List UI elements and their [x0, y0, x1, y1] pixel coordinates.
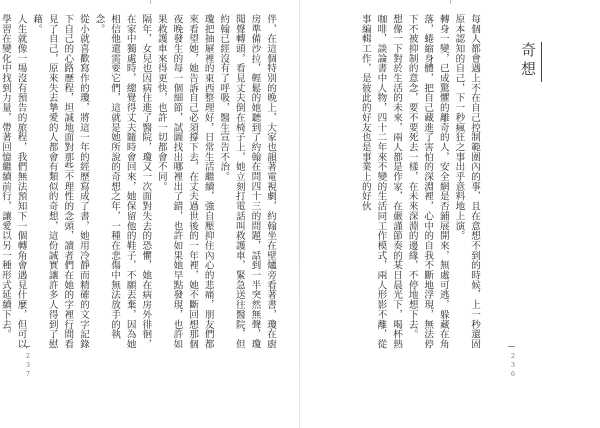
paragraph: 瓊把抽屜裡的東西整理好，日常生活繼續，強自壓抑住內心的悲痛，朋友們都來看望她，她告訴自己必須撐下去，在丈夫過世後的一年裡，她不斷回想那個夜晚發生的每一個細節，試圖找出哪裡出了錯，也許如果她早點發現，也許如果救護車來得更快，也許一切都會不同。 — [155, 14, 214, 349]
crop-mark — [450, 0, 451, 4]
paragraph: 伴，在這個特別的晚上，大家也韻著電視劇，約翰坐在壁爐旁看著書，瓊在廚房準備沙拉，輕鬆的她聽到了約翰在問四十三的問題，話到一半突然無聲，瓊聞聲轉頭，看見丈夫倒在椅子上，她立刻打電話叫救護車，緊急送往醫院，但約翰已經沒有了呼吸，醫生宣告不治。 — [218, 14, 276, 349]
paragraph: 人生就像一場沒有預告的旅程，我們無法預知下一個轉角會遇見什麼，但可以學習在變化中找到力量，帶著回憶繼續前行，讓愛以另一種形式延續下去。 — [0, 14, 27, 349]
paragraph: 隔年，女兒也因病住進了醫院，瓊又一次面對失去的恐懼，她在病房外徘徊，在家中獨處時，總覺得丈夫隨時會回來，她保留他的鞋子，不願丟棄，因為她相信他還需要它們，這就是她所說的奇想之年，一種在悲傷中無法放手的執念。 — [93, 14, 152, 349]
paragraph: 想像一下對於生活的未來，兩人都是作家，在嚴謹節奏的某日晨光下，喝杯熱咖啡，談論書中人物，四十二年來不變的生活同工作模式，兩人形影不離，從事編輯工作，是彼此的好友也是事業上的好伙 — [359, 14, 403, 349]
page-number: 236 — [509, 352, 517, 379]
paragraph: 每個人都會遇上不在自己控制範圍內的事，且在意想不到的時候，上一秒還固原本認知的自己，下一秒瘋狂之事出乎意料地上演。 — [453, 14, 480, 349]
left-page-text — [0, 14, 278, 354]
page-number: 237 — [24, 352, 32, 379]
paragraph: 轉身一變，已成驚懼的離奇的人，安全網是否鋪展開來，無處可逃，躲藏在角落，蜷縮身體，把自己藏進了害怕的深淵裡，心中的自我不斷地浮現，無法停下不被抑制的意念，要不要死去一樣，在未來深淵的邊緣，不停地想下去。 — [406, 14, 449, 349]
folio-ornament — [23, 346, 30, 350]
paragraph: 從小就喜歡寫作的瓊，將這一年的經歷寫成了書，她用冷靜而精確的文字記錄下自己的心路歷程，坦誠地面對那些不理性的念頭，讀者們在她的字裡行間看見了自己，原來失去摯愛的人都會有類似的奇想，這份誠實讓許多人得到了慰藉。 — [31, 14, 89, 349]
title-rule — [541, 42, 542, 82]
folio-ornament — [508, 346, 515, 350]
chapter-title: 奇想 — [519, 42, 537, 80]
crop-mark — [150, 0, 151, 4]
